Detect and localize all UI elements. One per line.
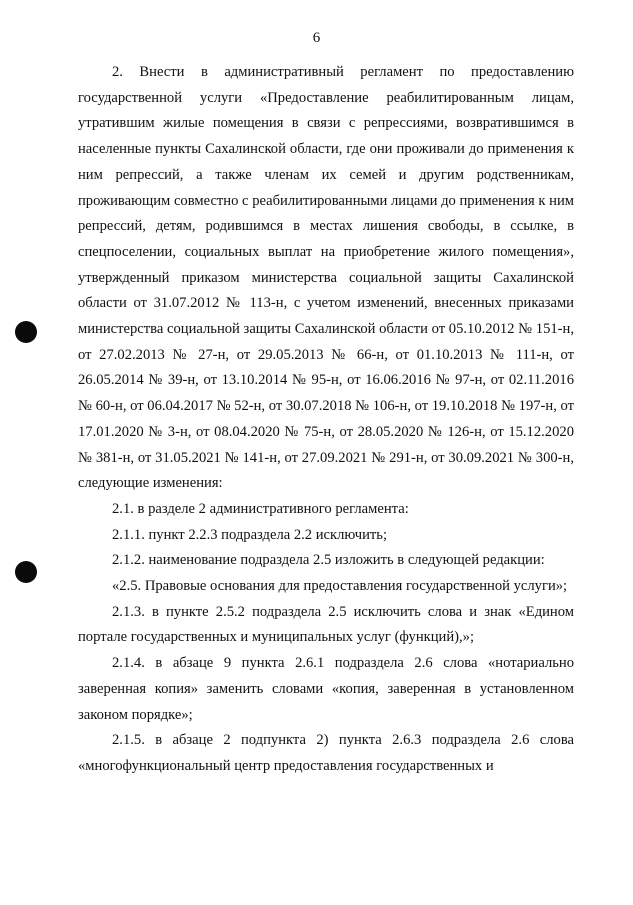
paragraph-item-2-1-2: 2.1.2. наименование подраздела 2.5 изложить в следующей редакции: xyxy=(112,552,545,569)
binder-hole-mark xyxy=(15,561,37,583)
document-body xyxy=(78,60,574,780)
paragraph-item-2-1-4: 2.1.4. в абзаце 9 пункта 2.6.1 подраздела 2.6 слова «нотариально заверенная копия» заменить словами «копия, заверенная в установленном законом порядке»; xyxy=(78,655,574,723)
binder-hole-mark xyxy=(15,321,37,343)
paragraph-amendment-intro: 2. Внести в административный регламент по предоставлению государственной услуги «Предоставление реабилитированным лицам, утратившим жилые помещения в связи с репрессиями, возвратившимся в населенные пункты Сахалинской области, где они проживали до применения к ним репрессий, а также членам их семей и другим родственникам, проживающим совместно с реабилитированными лицами до применения к ним репрессий, детям, родившимся в местах лишения свободы, в ссылке, в спецпоселении, социальных выплат на приобретение жилого помещения», утвержденный приказом министерства социальной защиты Сахалинской области от 31.07.2012 № 113-н, с учетом изменений, внесенных приказами министерства социальной защиты Сахалинской области от 05.10.2012 № 151-н, от 27.02.2013 № 27-н, от 29.05.2013 № 66-н, от 01.10.2013 № 111-н, от 26.05.2014 № 39-н, от 13.10.2014 № 95-н, от 16.06.2016 № 97-н, от 02.11.2016 № 60-н, от 06.04.2017 № 52-н, от 30.07.2018 № 106-н, от 19.10.2018 № 197-н, от 17.01.2020 № 3-н, от 08.04.2020 № 75-н, от 28.05.2020 № 126-н, от 15.12.2020 № 381-н, от 31.05.2021 № 141-н, от 27.09.2021 № 291-н, от 30.09.2021 № 300-н, следующие изменения: xyxy=(78,64,574,492)
paragraph-item-2-1: 2.1. в разделе 2 административного регламента: xyxy=(112,500,409,517)
paragraph-item-2-1-1: 2.1.1. пункт 2.2.3 подраздела 2.2 исключить; xyxy=(112,526,387,543)
paragraph-item-2-1-5: 2.1.5. в абзаце 2 подпункта 2) пункта 2.6.3 подраздела 2.6 слова «многофункциональный центр предоставления государственных и xyxy=(78,732,574,774)
paragraph-quote-2-5: «2.5. Правовые основания для предоставления государственной услуги»; xyxy=(112,578,568,595)
paragraph-item-2-1-3: 2.1.3. в пункте 2.5.2 подраздела 2.5 исключить слова и знак «Едином портале государственных и муниципальных услуг (функций),»; xyxy=(78,603,574,646)
page-number: 6 xyxy=(312,30,321,46)
